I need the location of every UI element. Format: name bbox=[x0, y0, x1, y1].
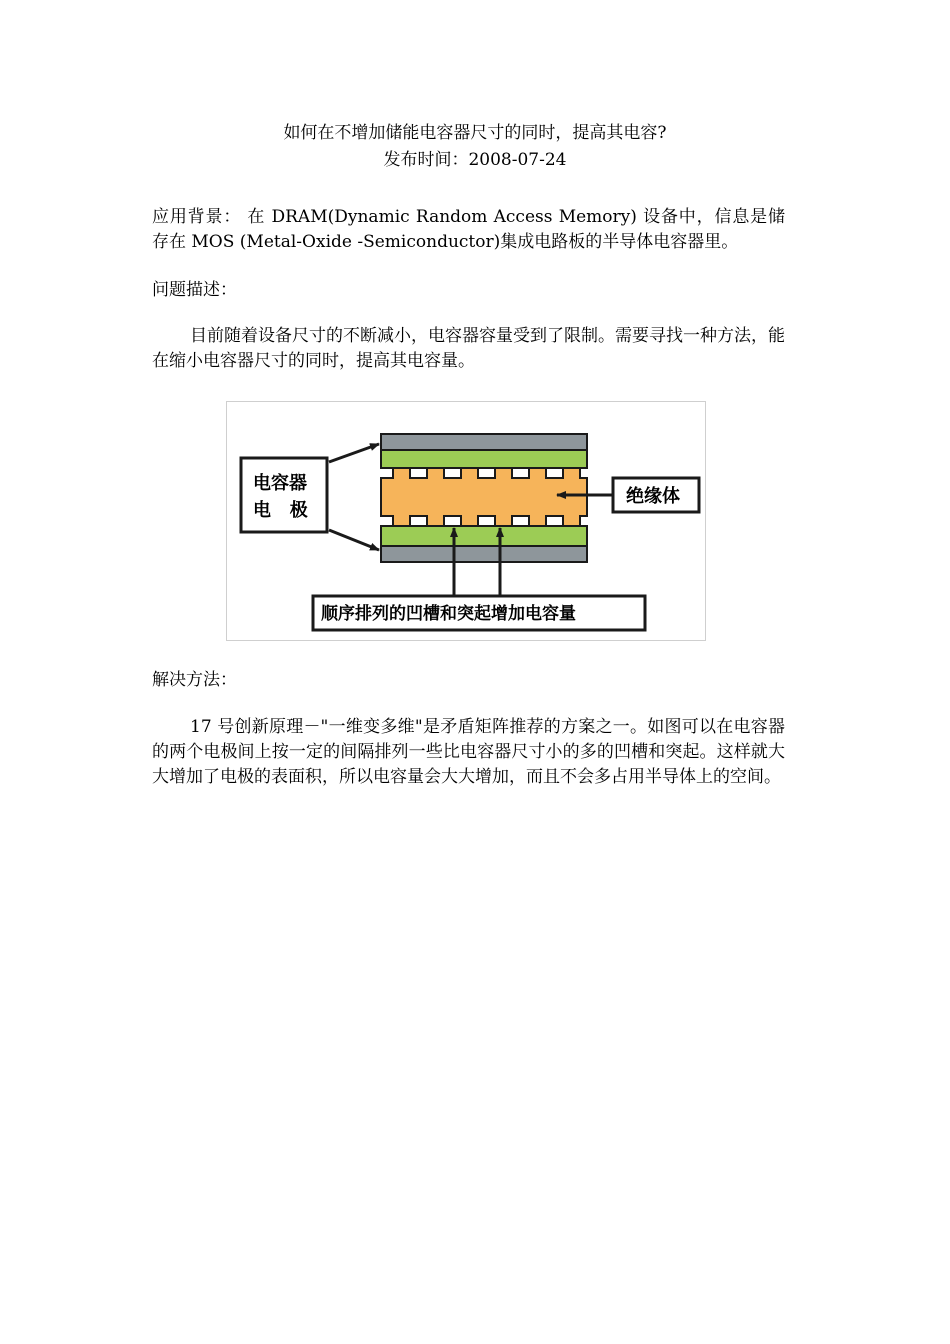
background-paragraph: 应用背景： 在 DRAM(Dynamic Random Access Memory) 设备中，信息是储存在 MOS (Metal-Oxide -Semiconductor)集成电路板的半导体电容器里。 bbox=[152, 207, 785, 252]
problem-heading: 问题描述： bbox=[152, 280, 237, 300]
top-electrode-green-layer bbox=[381, 450, 587, 468]
capacitor-diagram bbox=[227, 402, 705, 640]
publish-date: 发布时间：2008-07-24 bbox=[383, 150, 567, 170]
arrow-to-top-electrode bbox=[329, 444, 379, 462]
insulator-label: 绝缘体 bbox=[626, 486, 680, 507]
bottom-electrode-layer bbox=[381, 546, 587, 562]
electrode-label-line1: 电容器 bbox=[253, 473, 307, 494]
electrode-label-line2: 电 极 bbox=[253, 500, 308, 521]
bottom-electrode-green-layer bbox=[381, 526, 587, 546]
solution-paragraph: 17 号创新原理－"一维变多维"是矛盾矩阵推荐的方案之一。如图可以在电容器的两个电极间上按一定的间隔排列一些比电容器尺寸小的多的凹槽和突起。这样就大大增加了电极的表面积，所以电容量会大大增加，而且不会多占用半导体上的空间。 bbox=[152, 717, 785, 787]
top-electrode-layer bbox=[381, 434, 587, 450]
problem-paragraph: 目前随着设备尺寸的不断减小，电容器容量受到了限制。需要寻找一种方法，能在缩小电容器尺寸的同时，提高其电容量。 bbox=[152, 326, 785, 371]
solution-heading: 解决方法： bbox=[152, 670, 237, 690]
insulator-layer bbox=[381, 468, 587, 526]
grooves-label: 顺序排列的凹槽和突起增加电容量 bbox=[321, 604, 576, 624]
capacitor-structure bbox=[381, 434, 587, 562]
capacitor-figure bbox=[226, 401, 706, 641]
document-title: 如何在不增加储能电容器尺寸的同时，提高其电容? bbox=[283, 123, 667, 143]
arrow-to-bottom-electrode bbox=[329, 530, 379, 550]
